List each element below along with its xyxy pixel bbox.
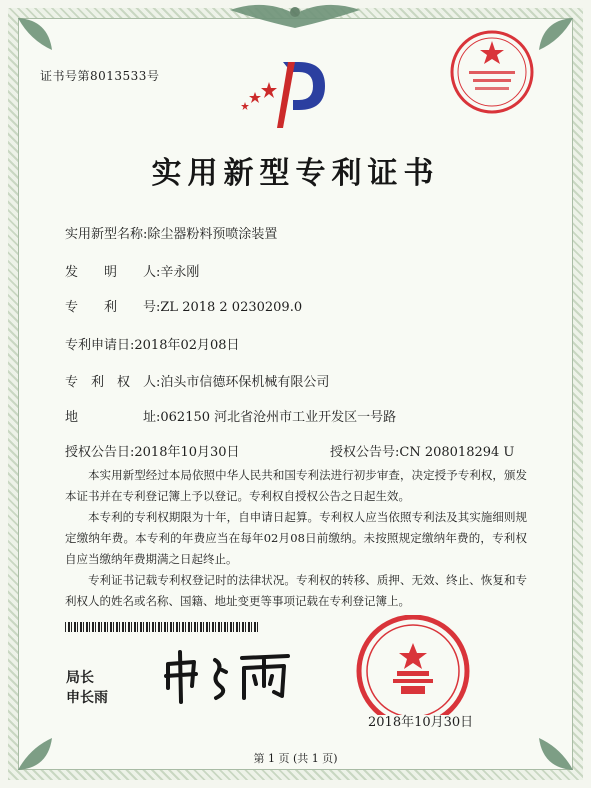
agency-stamp	[447, 27, 537, 117]
field-filing-date	[65, 334, 240, 353]
field-grant-date	[65, 441, 240, 460]
patent-office-logo	[233, 60, 333, 130]
page-number: 第 1 页 (共 1 页)	[253, 752, 338, 765]
director-title: 局长	[66, 670, 94, 686]
field-label: 授权公告号:	[330, 445, 400, 460]
field-label: 授权公告日:	[65, 445, 135, 460]
field-value: ZL 2018 2 0230209.0	[160, 300, 303, 315]
field-utility-model-name	[65, 223, 277, 242]
seal-date: 2018年10月30日	[368, 715, 474, 730]
handwritten-signature	[160, 646, 300, 706]
director-name: 申长雨	[66, 690, 108, 706]
official-seal	[343, 615, 483, 715]
field-patent-no	[65, 296, 302, 315]
field-grant-no	[330, 441, 514, 460]
field-value: 062150 河北省沧州市工业开发区一号路	[160, 410, 397, 425]
field-label: 专利申请日:	[65, 338, 135, 353]
field-inventor	[65, 261, 199, 280]
field-label: 专 利 号:	[65, 300, 161, 315]
corner-ornament-tl	[18, 18, 52, 50]
paragraph-legal-status: 专利证书记载专利权登记时的法律状况。专利权的转移、质押、无效、终止、恢复和专利权人的姓名或名称、国籍、地址变更等事项记载在专利登记簿上。	[65, 573, 527, 608]
top-ornament-center	[290, 7, 300, 17]
field-label: 实用新型名称:	[65, 227, 148, 242]
field-value: 辛永刚	[160, 265, 200, 280]
field-value: 泊头市信德环保机械有限公司	[160, 375, 330, 390]
barcode	[65, 622, 260, 632]
field-value: CN 208018294 U	[399, 445, 515, 460]
certificate-number: 证书号第8013533号	[40, 69, 160, 83]
field-label: 发 明 人:	[65, 265, 161, 280]
field-label: 专 利 权 人:	[65, 375, 161, 390]
certificate-title: 实用新型专利证书	[151, 156, 440, 191]
paragraph-term: 本专利的专利权期限为十年，自申请日起算。专利权人应当依照专利法及其实施细则规定缴纳年费。本专利的年费应当在每年02月08日前缴纳。未按照规定缴纳年费的，专利权自应当缴纳年费期满之日起终止。	[65, 510, 527, 566]
field-patentee	[65, 371, 329, 390]
corner-ornament-tr	[539, 18, 573, 50]
field-value: 2018年02月08日	[134, 338, 240, 353]
field-address	[65, 406, 396, 425]
field-value: 2018年10月30日	[134, 445, 240, 460]
paragraph-grant: 本实用新型经过本局依照中华人民共和国专利法进行初步审查，决定授予专利权，颁发本证书并在专利登记簿上予以登记。专利权自授权公告之日起生效。	[65, 468, 527, 503]
field-value: 除尘器粉料预喷涂装置	[147, 227, 278, 242]
field-label: 地 址:	[65, 410, 161, 425]
